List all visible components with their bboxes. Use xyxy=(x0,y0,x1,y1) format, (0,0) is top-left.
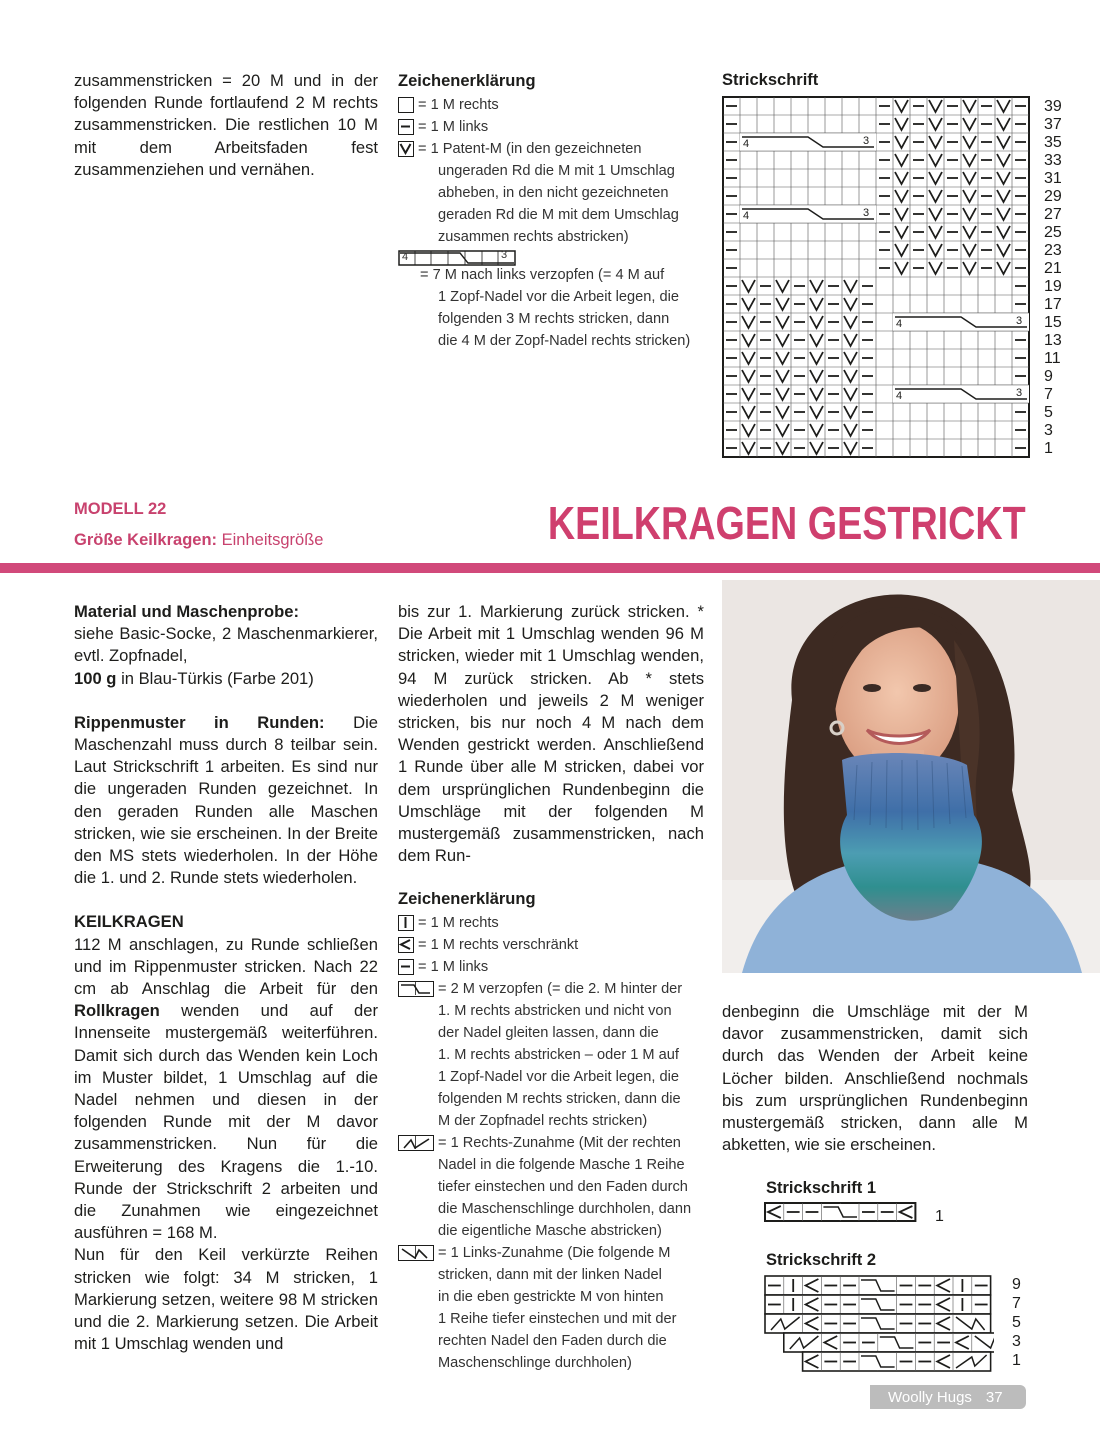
dash-square-icon xyxy=(398,119,414,135)
cable-label: 3 xyxy=(863,135,870,147)
cable-bg xyxy=(740,205,876,223)
legend-bottom-list xyxy=(398,912,718,1374)
row-number: 27 xyxy=(1044,206,1062,223)
legend-cont-line: die 4 M der Zopf-Nadel rechts stricken) xyxy=(438,333,691,349)
footer-brand: Woolly Hugs xyxy=(888,1388,972,1406)
legend-cont-line: M der Zopfnadel rechts stricken) xyxy=(438,1113,648,1129)
legend-cont-line: geraden Rd die M mit dem Umschlag xyxy=(438,207,679,223)
chart-top-grid xyxy=(722,96,1034,471)
row-number: 23 xyxy=(1044,242,1062,259)
legend-item-verzopfen: = 2 M verzopfen (= die 2. M hinter der xyxy=(398,978,718,1000)
row-number: 35 xyxy=(1044,134,1062,151)
model-number: MODELL 22 xyxy=(74,500,167,518)
column-1 xyxy=(74,601,378,1356)
row-number: 33 xyxy=(1044,152,1062,169)
cable-bg xyxy=(740,133,876,151)
legend-item-verschraenkt: = 1 M rechts verschränkt xyxy=(398,934,718,956)
chart-2-title: Strickschrift 2 xyxy=(766,1251,877,1269)
legend-cont-line: zusammen rechts abstricken) xyxy=(438,229,629,245)
legend-cont-line: ungeraden Rd die M mit 1 Umschlag xyxy=(438,163,675,179)
legend-top-list xyxy=(398,94,708,352)
cross-stitch-icon xyxy=(398,981,434,997)
row-number: 7 xyxy=(1044,386,1053,403)
cable-bg xyxy=(893,313,1029,331)
legend-cont-line: 1 Zopf-Nadel vor die Arbeit legen, die xyxy=(438,1069,679,1085)
row-number: 39 xyxy=(1044,98,1062,115)
material-text: siehe Basic-Socke, 2 Maschenmarkierer, evtl. Zopfnadel, xyxy=(74,624,378,666)
cable-label: 4 xyxy=(743,138,750,150)
row-number: 3 xyxy=(1012,1333,1021,1350)
row-number: 1 xyxy=(1012,1352,1021,1369)
legend-cont-line: die Maschenschlinge durchholen, dann xyxy=(438,1201,692,1217)
dash-square-icon xyxy=(398,959,414,975)
empty-square-icon xyxy=(398,97,414,113)
column-2-text: bis zur 1. Markierung zurück stricken. * Die Arbeit mit 1 Umschlag wenden 96 M stricken, wieder mit 1 Umschlag wenden, 94 M zurück stricken. Ab * stets wiederholen und jeweils 2 M weniger stricken, bis nur noch 4 M nach dem Wenden gestrickt werden. Anschließend 1 Runde über alle M stricken, dabei vor dem ursprünglichen Rundenbeginn die Umschläge mit der folgenden M mustergemäß zusammenstricken, nach dem Run- xyxy=(398,602,704,866)
chart-1-svg xyxy=(764,1202,918,1224)
legend-cont-line: abheben, in den nicht gezeichneten xyxy=(438,185,669,201)
cable-label: 4 xyxy=(896,390,903,402)
page-title: KEILKRAGEN GESTRICKT xyxy=(548,497,1026,549)
row-number: 5 xyxy=(1044,404,1053,421)
top-left-paragraph: zusammenstricken = 20 M und in der folgenden Runde fortlaufend 2 M rechts zusammenstricken. Die restlichen 10 M mit dem Arbeitsfaden fest zusammenziehen und vernähen. xyxy=(74,71,378,179)
legend-item-rechts: = 1 M rechts xyxy=(398,912,718,934)
row-number: 21 xyxy=(1044,260,1062,277)
column-3-text: denbeginn die Umschläge mit der M davor zusammenstricken, damit sich durch das Wenden der Arbeit keine Löcher bilden. Anschließend nochmals bis zum ursprünglichen Rundenbeginn mustergemäß stricken, dann alle M abketten, wie sie erscheinen. xyxy=(722,1002,1028,1155)
legend-item-patent: = 1 Patent-M (in den gezeichneten xyxy=(398,138,708,160)
yarn-color: in Blau-Türkis (Farbe 201) xyxy=(121,668,314,688)
cable-label: 4 xyxy=(896,318,903,330)
legend-item-links-zunahme: = 1 Links-Zunahme (Die folgende M xyxy=(398,1242,718,1264)
cable-label: 3 xyxy=(1016,315,1023,327)
row-number: 29 xyxy=(1044,188,1062,205)
chart-1-grid xyxy=(764,1202,918,1229)
column-2 xyxy=(398,601,704,867)
legend-cont-line: in die eben gestrickte M von hinten xyxy=(438,1289,664,1305)
legend-cont-line: stricken, dann mit der linken Nadel xyxy=(438,1267,662,1283)
keilkragen-text-1: 112 M anschlagen, zu Runde schließen und im Rippenmuster stricken. Nach 22 cm ab Anschlag die Arbeit für den xyxy=(74,934,378,999)
left-increase-icon xyxy=(398,1245,434,1261)
chart-2-grid xyxy=(764,1275,994,1380)
legend-item-links: = 1 M links xyxy=(398,116,708,138)
cable-label-left: 4 xyxy=(402,251,409,263)
chart-top-svg xyxy=(722,96,1034,466)
keilkragen-heading: KEILKRAGEN xyxy=(74,912,184,932)
cable-bg xyxy=(954,1353,990,1370)
rib-text: Die Maschenzahl muss durch 8 teilbar sein. Laut Strickschrift 1 arbeiten. Es sind nur die ungeraden Runden gezeichnet. In den geraden Runden alle Maschen stricken, wie sie erscheinen. In der Breite den MS stets wiederholen. In der Höhe die 1. und 2. Runde stets wiederholen. xyxy=(74,712,378,888)
size-label: Größe Keilkragen: xyxy=(74,531,218,549)
size-line xyxy=(74,531,323,550)
row-number: 1 xyxy=(1044,440,1053,457)
bar-square-icon xyxy=(398,915,414,931)
yarn-amount: 100 g xyxy=(74,668,117,688)
page-number: 37 xyxy=(985,1388,1003,1406)
row-number: 31 xyxy=(1044,170,1062,187)
row-number: 9 xyxy=(1044,368,1053,385)
woman-scarf-illustration xyxy=(722,580,1100,973)
cable-label: 4 xyxy=(743,210,750,222)
row-number: 25 xyxy=(1044,224,1062,241)
row-number: 17 xyxy=(1044,296,1062,313)
keilkragen-bold: Rollkragen xyxy=(74,1001,160,1021)
legend-cont-line: 1. M rechts abstricken – oder 1 M auf xyxy=(438,1047,679,1063)
cable-label: 3 xyxy=(1016,387,1023,399)
legend-bottom xyxy=(398,888,718,1374)
model-photo xyxy=(722,580,1100,973)
row-number: 19 xyxy=(1044,278,1062,295)
chart-2-svg xyxy=(764,1275,994,1375)
legend-cont-line: rechten Nadel den Faden durch die xyxy=(438,1333,667,1349)
cable-bg xyxy=(893,385,1029,403)
legend-cont-line: 1. M rechts abstricken und nicht von xyxy=(438,1003,672,1019)
legend-item-rechts-zunahme: = 1 Rechts-Zunahme (Mit der rechten xyxy=(398,1132,718,1154)
legend-item-rechts: = 1 M rechts xyxy=(398,94,708,116)
v-square-icon xyxy=(398,141,414,157)
chart-1-row-number: 1 xyxy=(935,1208,944,1225)
legend-item-links: = 1 M links xyxy=(398,956,718,978)
cable-symbol-icon xyxy=(398,250,708,264)
legend-cont-line: 1 Zopf-Nadel vor die Arbeit legen, die xyxy=(438,289,679,305)
size-value: Einheitsgröße xyxy=(221,531,324,549)
row-number: 13 xyxy=(1044,332,1062,349)
cable-label: 3 xyxy=(863,207,870,219)
legend-cont-line: tiefer einstechen und den Faden durch xyxy=(438,1179,688,1195)
lt-square-icon xyxy=(398,937,414,953)
rib-title: Rippenmuster in Runden: xyxy=(74,712,325,732)
cable-label-right: 3 xyxy=(501,249,508,261)
row-number: 5 xyxy=(1012,1314,1021,1331)
legend-cont-line: der Nadel gleiten lassen, dann die xyxy=(438,1025,659,1041)
row-number: 9 xyxy=(1012,1276,1021,1293)
keilkragen-text-3: Nun für den Keil verkürzte Reihen stricken wie folgt: 34 M stricken, 1 Markierung setzen, weitere 98 M stricken und die 2. Markierung setzen. Die Arbeit mit 1 Umschlag wenden und xyxy=(74,1245,378,1354)
legend-cont-line: Nadel in die folgende Masche 1 Reihe xyxy=(438,1157,685,1173)
legend-cont-line: folgenden 3 M rechts stricken, dann xyxy=(438,311,670,327)
legend-top xyxy=(398,70,708,352)
row-number: 11 xyxy=(1044,350,1061,367)
row-number: 7 xyxy=(1012,1295,1021,1312)
row-number: 15 xyxy=(1044,314,1062,331)
chart-1-title: Strickschrift 1 xyxy=(766,1179,877,1197)
legend-bottom-title: Zeichenerklärung xyxy=(398,890,536,908)
legend-cont-line: 1 Reihe tiefer einstechen und mit der xyxy=(438,1311,677,1327)
chart-top-title: Strickschrift xyxy=(722,71,819,89)
header-rule xyxy=(0,563,1100,573)
legend-cont-line: die eigentliche Masche abstricken) xyxy=(438,1223,662,1239)
legend-item-cable: = 7 M nach links verzopfen (= 4 M auf xyxy=(420,267,665,283)
row-number: 3 xyxy=(1044,422,1053,439)
legend-cont-line: folgenden M rechts stricken, dann die xyxy=(438,1091,681,1107)
right-increase-icon xyxy=(398,1135,434,1151)
column-3 xyxy=(722,1001,1028,1156)
legend-top-title: Zeichenerklärung xyxy=(398,72,536,90)
footer-tab xyxy=(870,1385,1026,1409)
row-number: 37 xyxy=(1044,116,1062,133)
legend-cont-line: Maschenschlinge durchholen) xyxy=(438,1355,632,1371)
material-title: Material und Maschenprobe: xyxy=(74,602,299,621)
keilkragen-text-2: wenden und auf der Innenseite mustergemäß weiterführen. Damit sich durch das Wenden kein Loch im Muster bildet, 1 Umschlag auf die Nadel nehmen und diesen in der folgenden Runde mit der M davor zusammenstricken. Nun für die Erweiterung des Kragens die 1.-10. Runde der Strickschrift 2 arbeiten und die Zunahmen wie eingezeichnet ausführen = 168 M. xyxy=(74,1001,378,1243)
